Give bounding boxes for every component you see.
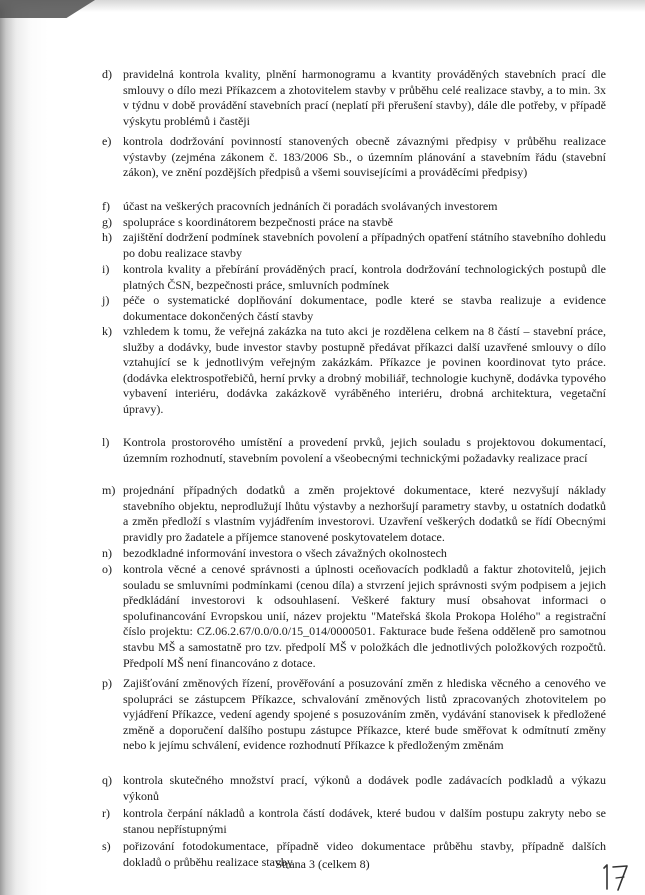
item-text: spolupráce s koordinátorem bezpečnosti práce na stavbě [123, 215, 393, 229]
item-label: l) [102, 435, 110, 449]
item-text: pořizování fotodokumentace, případně video dokumentace průběhu stavby, případně dalších dokladů o průběhu realizace stavby [123, 839, 606, 869]
item-text: kontrola čerpání nákladů a kontrola částí dodávek, které budou v dalším postupu zakryty nebo se stanou nepřístupnými [123, 806, 606, 836]
item-label: f) [102, 199, 110, 213]
item-text: vzhledem k tomu, že veřejná zakázka na tuto akci je rozdělena celkem na 8 částí – stavební práce, služby a dodávky, bude investor stavby postupně předávat příkazci další uzavřené smlouvy o dílo vztahující se k jednotlivým veřejným zakázkám. Příkazce je povinen koordinovat tyto práce. (dodávka elektrospotřebičů, herní prvky a drobný mobiliář, technologie kuchyně, dodávka typového vybavení interiéru, dodávka zakázkově vyráběného interiéru, drobná architektura, vegetační úpravy). [123, 324, 606, 416]
item-label: n) [102, 546, 112, 560]
item-text: péče o systematické doplňování dokumentace, podle které se stavba realizuje a evidence dokumentace dokončených částí stavby [123, 293, 606, 323]
item-label: h) [102, 230, 112, 244]
item-label: r) [102, 806, 110, 820]
item-label: s) [102, 839, 111, 853]
item-text: pravidelná kontrola kvality, plnění harmonogramu a kvantity prováděných stavebních prací dle smlouvy o dílo mezi Příkazcem a zhotovitelem stavby v průběhu celé realizace stavby, a to min. 3x v týdnu v době provádění stavebních prací (neplatí při přerušení stavby), dále dle potřeby, v případě výskytu problémů i častěji [123, 67, 606, 128]
item-text: kontrola skutečného množství prací, výkonů a dodávek podle zadávacích podkladů a výkazu výkonů [123, 773, 606, 803]
item-text: kontrola věcné a cenové správnosti a úplnosti oceňovacích podkladů a faktur zhotovitelů, jejich souladu se smluvními podmínkami (cenou díla) a stvrzení jejich správnosti svým podpisem a jejich předkládání investorovi k odsouhlasení. Veškeré faktury musí obsahovat informaci o spolufinancování Evropskou unií, název projektu "Mateřská škola Prokopa Holého" a registrační číslo projektu: CZ.06.2.67/0.0/0.0/15_014/0000501. Fakturace bude řešena odděleně pro samotnou stavbu MŠ a samostatně pro tzv. předpolí MŠ v položkách dle jednotlivých položkových rozpočtů. Předpolí MŠ není financováno z dotace. [123, 562, 606, 670]
item-label: e) [102, 134, 112, 148]
item-text: Zajišťování změnových řízení, prověřování a posuzování změn z hlediska věcného a cenového ve spolupráci se zástupcem Příkazce, schvalování změnových listů zpracovaných zhotovitelem po vyjádření Příkazce, vedení agendy spojené s posuzováním změn, vydávání stanovisek k předložené změně a doporučení dalšího postupu zástupce Příkazce, které bude směřovat k odmítnutí změny nebo k jejímu schválení, evidence rozhodnutí Příkazce k předloženým změnám [123, 676, 606, 753]
item-text: účast na veškerých pracovních jednáních či poradách svolávaných investorem [123, 199, 498, 213]
item-label: d) [102, 67, 112, 81]
item-label: k) [102, 324, 112, 338]
item-text: kontrola dodržování povinností stanovených obecně závaznými předpisy v průběhu realizace výstavby (zejména zákonem č. 183/2006 Sb., o územním plánování a stavebním řádu (stavební zákon), ve znění pozdějších předpisů a všemi souvisejícími a prováděcími předpisy) [123, 134, 606, 180]
item-label: o) [102, 562, 112, 576]
item-text: kontrola kvality a přebírání prováděných prací, kontrola dodržování technologických postupů dle platných ČSN, bezpečnosti práce, smluvních podmínek [123, 262, 606, 292]
item-label: g) [102, 215, 112, 229]
item-label: j) [102, 293, 110, 307]
item-text: bezodkladné informování investora o všech závažných okolnostech [123, 546, 447, 560]
item-label: m) [102, 483, 116, 497]
item-label: q) [102, 773, 112, 787]
item-text: Kontrola prostorového umístění a provedení prvků, jejich souladu s projektovou dokumentací, územním rozhodnutí, stavebním povolení a všeobecnými technickými požadavky realizace prací [123, 435, 606, 465]
item-label: p) [102, 676, 112, 690]
item-label: i) [102, 262, 110, 276]
page-footer: Strana 3 (celkem 8) [275, 857, 370, 871]
handwritten-page-number [597, 862, 637, 892]
item-text: zajištění dodržení podmínek stavebních povolení a případných opatření státního stavebního dohledu po dobu realizace stavby [123, 230, 606, 260]
item-text: projednání případných dodatků a změn projektové dokumentace, které nezvyšují náklady stavebního objektu, neprodlužují lhůtu výstavby a nezhoršují parametry stavby, u ostatních dodatků a změn předloží s vlastním vyjádřením investorovi. Uzavření veškerých dodatků se řídí Obecnými pravidly pro žadatele a příjemce stanovené poskytovatelem dotace. [123, 483, 606, 544]
